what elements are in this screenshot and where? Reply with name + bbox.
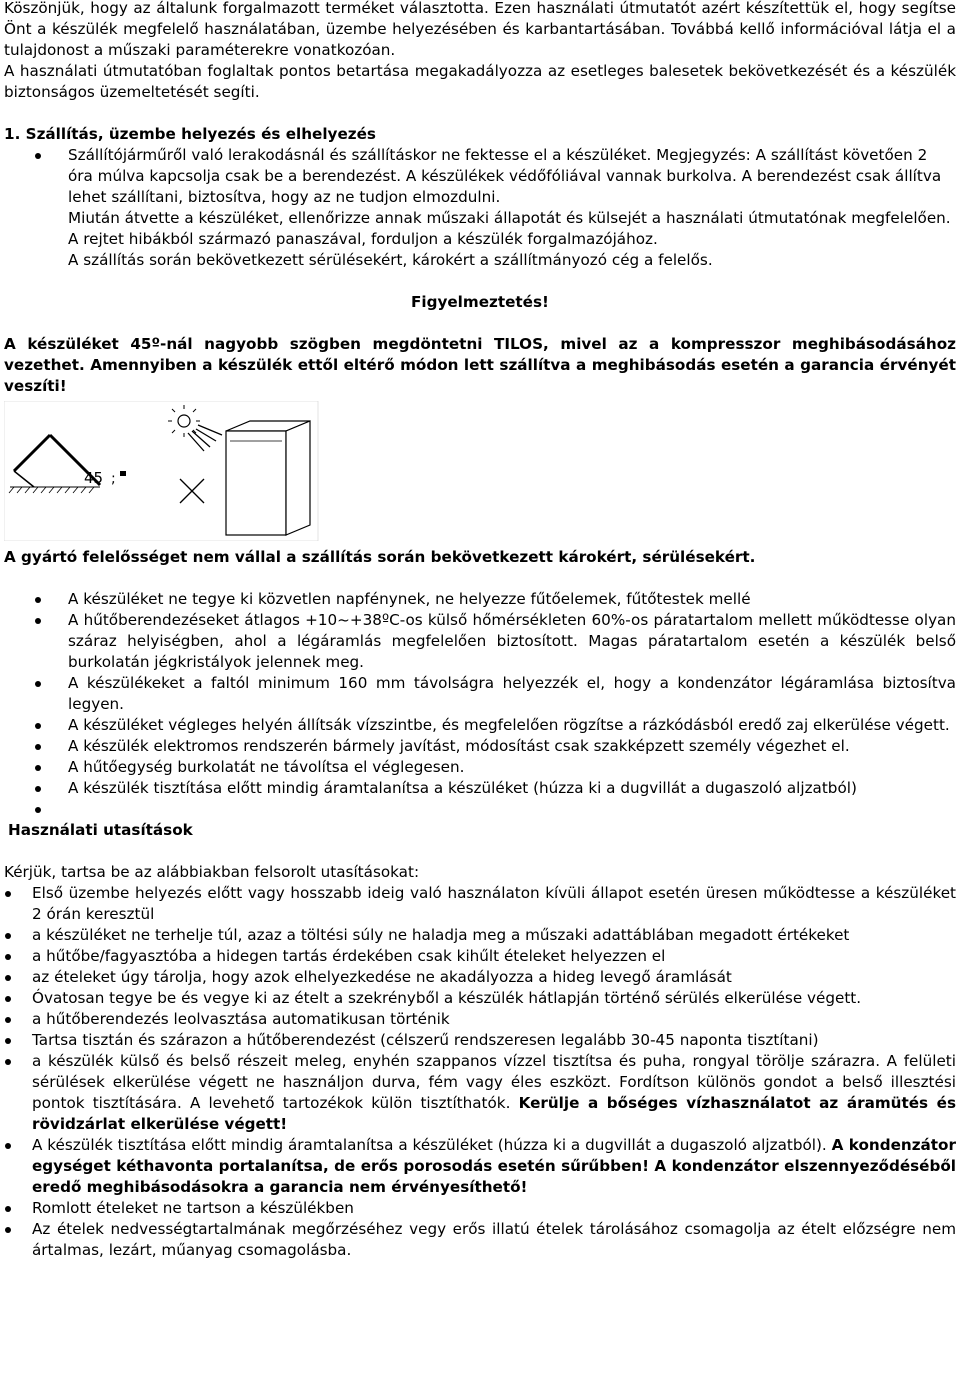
document-page bbox=[4, 0, 956, 1261]
list-item: Első üzembe helyezés előtt vagy hosszabb ideig való használaton kívüli állapot esetén üresen működtesse a készüléket 2 órán keresztül bbox=[4, 883, 956, 925]
cleaning-warning: Kerülje a bőséges vízhasználatot az áramütés és rövidzárlat elkerülése végett! bbox=[32, 1094, 956, 1133]
intro-paragraph: Köszönjük, hogy az általunk forgalmazott terméket választotta. Ezen használati útmutatót azért készítettük el, hogy segítse Önt a készülék megfelelő használatában, üzembe helyezésében és karbantartásában. Továbbá kellő információval látja el a tulajdonost a műszaki paraméterekre vonatkozóan. bbox=[4, 0, 956, 59]
list-item: a hűtőberendezés leolvasztása automatikusan történik bbox=[4, 1009, 956, 1030]
list-item: Tartsa tisztán és szárazon a hűtőberendezést (célszerű rendszeresen legalább 30-45 naponta tisztítani) bbox=[4, 1030, 956, 1051]
list-item: Óvatosan tegye be és vegye ki az ételt a szekrényből a készülék hátlapján történő sérülés elkerülése végett. bbox=[4, 988, 956, 1009]
transport-list bbox=[4, 145, 956, 271]
unplug-text: A készülék tisztítása előtt mindig áramtalanítsa a készüléket (húzza ki a dugvillát a dugaszoló aljzatból). bbox=[32, 1136, 827, 1154]
list-item: a hűtőbe/fagyasztóba a hidegen tartás érdekében csak kihűlt ételeket helyezzen el bbox=[4, 946, 956, 967]
placement-list bbox=[4, 589, 956, 820]
list-item-cleaning bbox=[4, 1051, 956, 1135]
list-item: A készülék elektromos rendszerén bármely javítást, módosítást csak szakképzett személy végezhet el. bbox=[4, 736, 956, 757]
intro-paragraph-2: A használati útmutatóban foglaltak pontos betartása megakadályozza az esetleges balesetek bekövetkezését és a készülék biztonságos üzemeltetését segíti. bbox=[4, 62, 956, 101]
tilt-and-sun-illustration bbox=[4, 401, 324, 541]
usage-list bbox=[4, 883, 956, 1261]
condenser-warning: A kondenzátor egységet kéthavonta portalanítsa, de erős porosodás esetén sűrűbben! A kondenzátor elszennyeződéséből eredő meghibásodásokra a garancia nem érvényesíthető! bbox=[32, 1136, 956, 1196]
usage-intro: Kérjük, tartsa be az alábbiakban felsorolt utasításokat: bbox=[4, 863, 420, 881]
list-item: A hűtőegység burkolatát ne távolítsa el véglegesen. bbox=[4, 757, 956, 778]
carrier-responsibility-text: A szállítás során bekövetkezett sérülésekért, károkért a szállítmányozó cég a felelős. bbox=[68, 251, 713, 269]
inspection-text: Miután átvette a készüléket, ellenőrizze annak műszaki állapotát és külsejét a használati útmutatónak megfelelően. A rejtet hibákból származó panaszával, forduljon a készülék forgalmazójához. bbox=[68, 209, 951, 248]
figure-area bbox=[4, 397, 956, 547]
svg-text:;: ; bbox=[111, 471, 116, 487]
list-item: A készüléket végleges helyén állítsák vízszintbe, és megfelelően rögzítse a rázkódásból eredő zaj elkerülése végett. bbox=[4, 715, 956, 736]
list-item: A készülék tisztítása előtt mindig áramtalanítsa a készüléket (húzza ki a dugvillát a dugaszoló aljzatból) bbox=[4, 778, 956, 799]
section-heading-transport: 1. Szállítás, üzembe helyezés és elhelyezés bbox=[4, 125, 376, 143]
list-item: a készüléket ne terhelje túl, azaz a töltési súly ne haladja meg a műszaki adattáblában megadott értékeket bbox=[4, 925, 956, 946]
list-item: A hűtőberendezéseket átlagos +10~+38ºC-os külső hőmérsékleten 60%-os páratartalom mellett működtesse olyan száraz helyiségben, ahol a légáramlás megfelelően biztosított. Magas páratartalom esetén a készülék belső burkolatán jégkristályok jelennek meg. bbox=[4, 610, 956, 673]
transport-bullet-text: Szállítójárműről való lerakodásnál és szállításkor ne fektesse el a készüléket. Megjegyzés: A szállítást követően 2 óra múlva kapcsolja csak be a berendezést. A készülékek védőfóliával vannak burkolva. A berendezést csak állítva lehet szállítani, biztosítva, hogy az ne tudjon elmozdulni. bbox=[68, 146, 942, 206]
list-item: Az ételek nedvességtartalmának megőrzéséhez vegy erős illatú ételek tárolásához csomagolja az ételt előzségre nem ártalmas, lezárt, műanyag csomagolásba. bbox=[4, 1219, 956, 1261]
list-item: az ételeket úgy tárolja, hogy azok elhelyezkedése ne akadályozza a hideg levegő áramlását bbox=[4, 967, 956, 988]
list-item bbox=[4, 145, 956, 271]
cleaning-text: a készülék külső és belső részeit meleg, enyhén szappanos vízzel tisztítsa és puha, rongyal törölje szárazra. A felületi sérülések elkerülése végett ne használjon durva, fém vagy éles eszközt. Fordítson különös gondot a belső illesztési pontok tisztítására. A levehető tartozékok külön tisztíthatók. bbox=[32, 1052, 956, 1112]
warning-title: Figyelmeztetés! bbox=[411, 293, 549, 311]
usage-heading: Használati utasítások bbox=[8, 821, 193, 839]
list-item: A készüléket ne tegye ki közvetlen napfénynek, ne helyezze fűtőelemek, fűtőtestek mellé bbox=[4, 589, 956, 610]
appliance-cabinet bbox=[226, 421, 310, 535]
list-item-empty bbox=[4, 799, 956, 820]
list-item: Romlott ételeket ne tartson a készülékben bbox=[4, 1198, 956, 1219]
angle-label: 45 bbox=[84, 469, 104, 487]
liability-text: A gyártó felelősséget nem vállal a szállítás során bekövetkezett károkért, sérülésekért. bbox=[4, 548, 756, 566]
list-item: A készülékeket a faltól minimum 160 mm távolságra helyezzék el, hogy a kondenzátor légáramlása biztosítva legyen. bbox=[4, 673, 956, 715]
warning-text: A készüléket 45º-nál nagyobb szögben megdöntetni TILOS, mivel az a kompresszor meghibásodásához vezethet. Amennyiben a készülék ettől eltérő módon lett szállítva a meghibásodás esetén a garancia érvényét veszíti! bbox=[4, 335, 956, 395]
list-item-unplug bbox=[4, 1135, 956, 1198]
